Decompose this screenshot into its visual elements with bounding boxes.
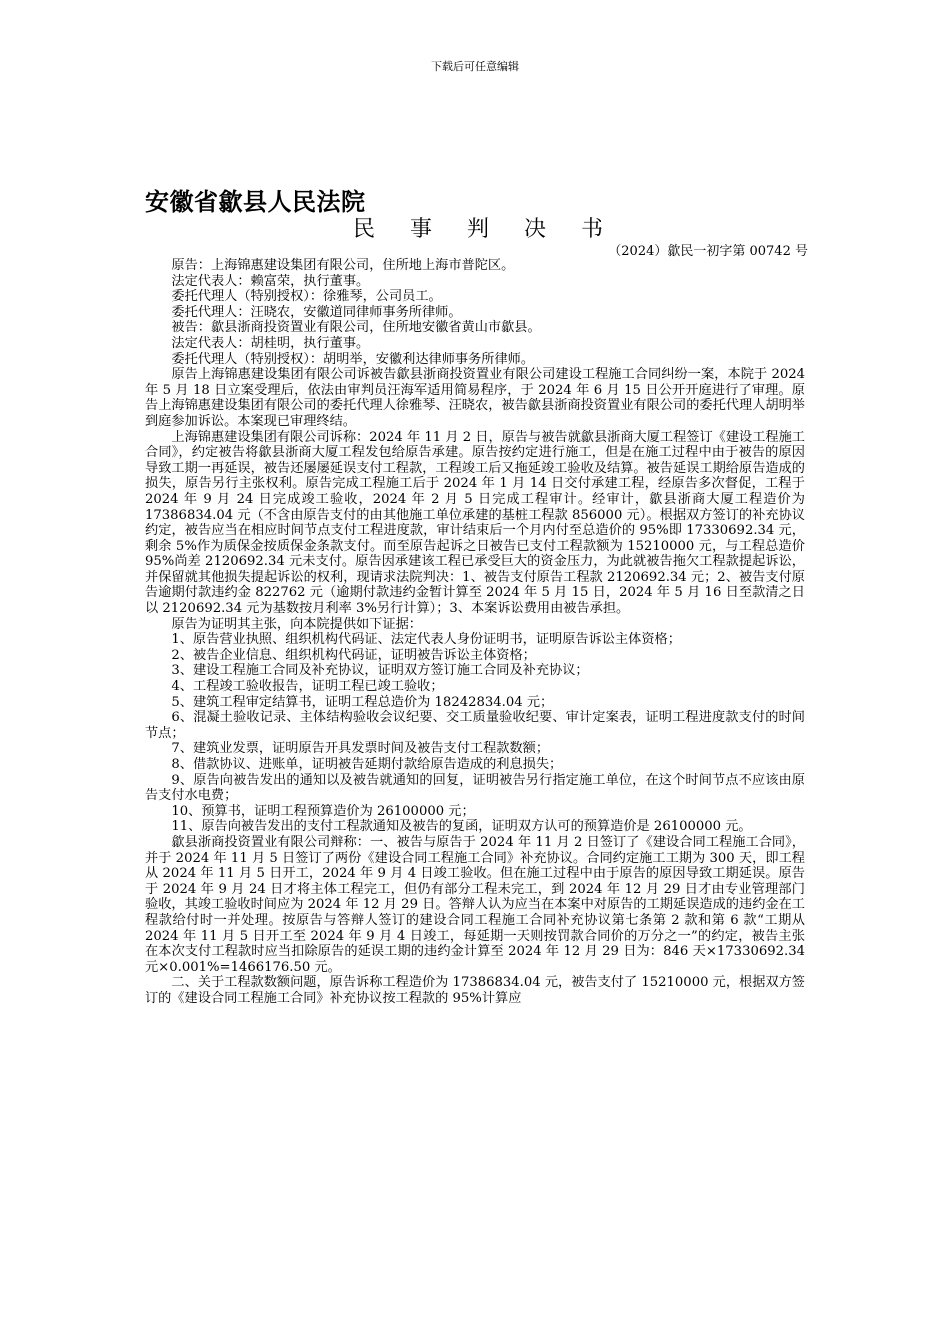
evidence-item: 6、混凝土验收记录、主体结构验收会议纪要、交工质量验收纪要、审计定案表，证明工程进度款支付的时间节点； [145,710,805,741]
document-body [145,258,805,1007]
evidence-item: 1、原告营业执照、组织机构代码证、法定代表人身份证明书，证明原告诉讼主体资格； [171,632,681,648]
paragraph-defendant-defense: 歙县浙商投资置业有限公司辩称：一、被告与原告于 2024 年 11 月 2 日签订了《建设合同工程施工合同》，并于 2024 年 11 月 5 日签订了两份《建设合同工程施工合同》补充协议。合同约定施工工期为 300 天，即工程从 2024 年 11 月 5 日开工，2024 年 9 月 4 日竣工验收。但在施工过程中由于原告的原因导致工期延误。原告于 2024 年 9 月 24 日才将主体工程完工，但仍有部分工程未完工，到 2024 年 12 月 29 日才由专业管理部门验收，其竣工验收时间应为 2024 年 12 月 29 日。答辩人认为应当在本案中对原告的工期延误造成的违约金在工程款给付时一并处理。按原告与答辩人签订的建设合同工程施工合同补充协议第七条第 2 款和第 6 款“工期从 2024 年 11 月 5 日开工至 2024 年 9 月 4 日竣工，每延期一天则按罚款合同价的万分之一”的约定，被告主张在本次支付工程款时应当扣除原告的延误工期的违约金计算至 2024 年 12 月 29 日为：846 天×17330692.34 元×0.001%=1466176.50 元。 [145,834,805,975]
paragraph-plaintiff-claim: 上海锦惠建设集团有限公司诉称：2024 年 11 月 2 日，原告与被告就歙县浙商大厦工程签订《建设工程施工合同》，约定被告将歙县浙商大厦工程发包给原告承建。原告按约定进行施工，但是在施工过程中由于被告的原因导致工期一再延误，被告还屡屡延误支付工程款，工程竣工后又拖延竣工验收及结算。被告延误工期给原告造成的损失，原告另行主张权利。原告完成工程施工后于 2024 年 1 月 14 日交付承建工程，经原告多次督促，工程于 2024 年 9 月 24 日完成竣工验收，2024 年 2 月 5 日完成工程审计。经审计，歙县浙商大厦工程造价为 17386834.04 元（不含由原告支付的由其他施工单位承建的基桩工程款 856000 元）。根据双方签订的补充协议约定，被告应当在相应时间节点支付工程进度款，审计结束后一个月内付至总造价的 95%即 17330692.34 元，剩余 5%作为质保金按质保金条款支付。而至原告起诉之日被告已支付工程款额为 15210000 元，与工程总造价 95%尚差 2120692.34 元未支付。原告因承建该工程已承受巨大的资金压力，为此就被告拖欠工程款提起诉讼，并保留就其他损失提起诉讼的权利，现请求法院判决：1、被告支付原告工程款 2120692.34 元；2、被告支付原告逾期付款违约金 822762 元（逾期付款违约金暂计算至 2024 年 5 月 15 日，2024 年 5 月 16 日至款清之日以 2120692.34 元为基数按月利率 3%另行计算）；3、本案诉讼费用由被告承担。 [145,429,805,617]
evidence-item: 2、被告企业信息、组织机构代码证，证明被告诉讼主体资格； [171,647,536,663]
party-defendant: 被告：歙县浙商投资置业有限公司，住所地安徽省黄山市歙县。 [171,320,541,336]
party-defendant-representative: 法定代表人：胡桂明，执行董事。 [171,335,370,351]
paragraph-evidence-intro: 原告为证明其主张，向本院提供如下证据： [171,616,422,632]
document-title: 民 事 判 决 书 [353,217,617,242]
court-name: 安徽省歙县人民法院 [145,188,366,216]
evidence-item: 8、借款协议、进账单，证明被告延期付款给原告造成的利息损失； [171,757,563,772]
paragraph-defense-point-2: 二、关于工程款数额问题，原告诉称工程造价为 17386834.04 元，被告支付了 15210000 元，根据双方签订的《建设合同工程施工合同》补充协议按工程款的 95%计算应 [145,975,805,1006]
party-plaintiff-agent-1: 委托代理人（特别授权）：徐雅琴，公司员工。 [171,289,442,305]
paragraph-case-intro: 原告上海锦惠建设集团有限公司诉被告歙县浙商投资置业有限公司建设工程施工合同纠纷一案，本院于 2024 年 5 月 18 日立案受理后，依法由审判员汪海军适用简易程序，于 2024 年 6 月 15 日公开开庭进行了审理。原告上海锦惠建设集团有限公司的委托代理人徐雅琴、汪晓农，被告歙县浙商投资置业有限公司的委托代理人胡明举到庭参加诉讼。本案现已审理终结。 [145,367,805,429]
evidence-item: 5、建筑工程审定结算书，证明工程总造价为 18242834.04 元； [171,694,554,710]
party-defendant-agent: 委托代理人（特别授权）：胡明举，安徽利达律师事务所律师。 [171,351,535,367]
evidence-item: 7、建筑业发票，证明原告开具发票时间及被告支付工程款数额； [171,741,550,757]
evidence-item: 11、原告向被告发出的支付工程款通知及被告的复函，证明双方认可的预算造价是 26100000 元。 [171,819,752,835]
party-plaintiff: 原告：上海锦惠建设集团有限公司，住所地上海市普陀区。 [171,258,515,273]
party-plaintiff-agent-2: 委托代理人：汪晓农，安徽道同律师事务所律师。 [171,304,462,320]
header-note: 下载后可任意编辑 [431,60,519,73]
evidence-item: 4、工程竣工验收报告，证明工程已竣工验收； [171,679,444,695]
party-plaintiff-representative: 法定代表人：赖富荣，执行董事。 [171,273,370,289]
evidence-item: 10、预算书，证明工程预算造价为 26100000 元； [171,803,475,819]
evidence-item: 3、建设工程施工合同及补充协议，证明双方签订施工合同及补充协议； [171,663,589,679]
evidence-item: 9、原告向被告发出的通知以及被告就通知的回复，证明被告另行指定施工单位，在这个时间节点不应该由原告支付水电费； [145,772,805,804]
case-number: （2024）歙民一初字第 00742 号 [608,244,808,259]
